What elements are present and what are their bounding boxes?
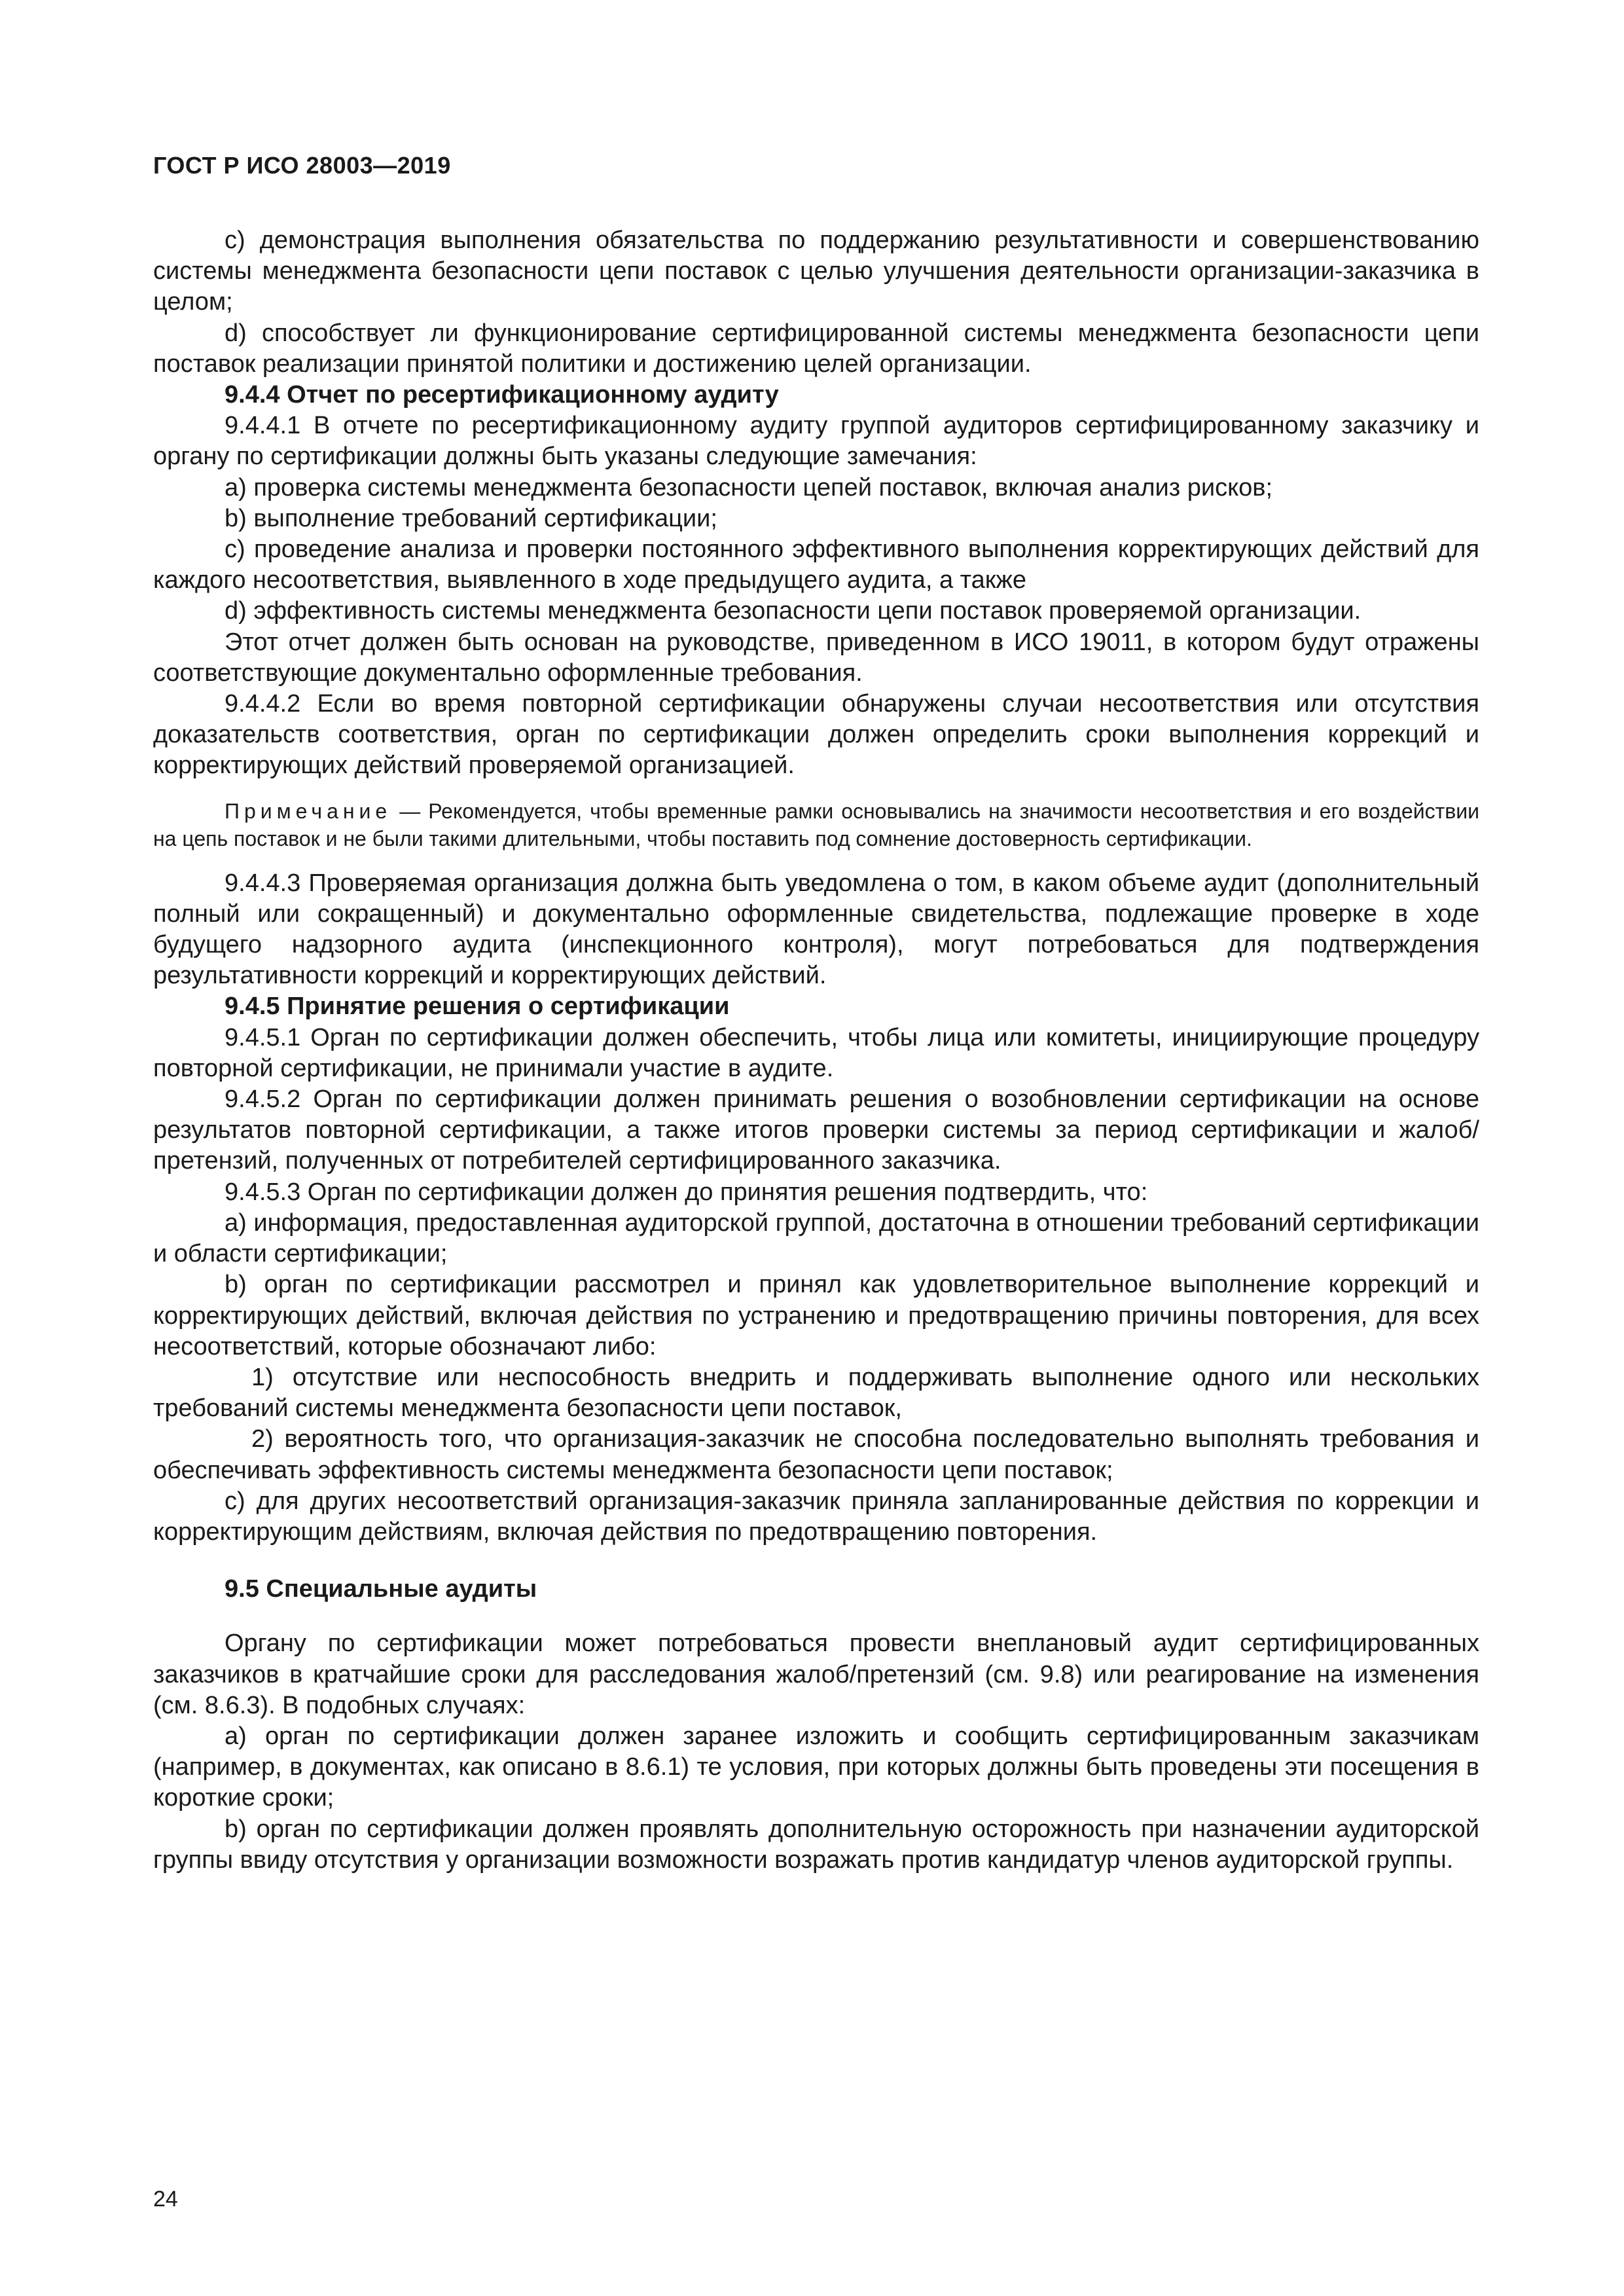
clause-9-4-5-2: 9.4.5.2 Орган по сертификации должен принимать решения о возобновлении сертификации на основе результатов повторной сертификации, а также итогов проверки системы за период сертификации и жалоб/претензий, полученных от потребителей сертифицированного заказчика. bbox=[153, 1085, 1479, 1175]
list-item-b: b) орган по сертификации должен проявлять дополнительную осторожность при назначении аудиторской группы ввиду отсутствия у организации возможности возражать против кандидатур членов аудиторской группы. bbox=[153, 1815, 1479, 1874]
paragraph: Этот отчет должен быть основан на руководстве, приведенном в ИСО 19011, в котором будут отражены соответствующие документально оформленные требования. bbox=[153, 628, 1479, 687]
standard-code-header: ГОСТ Р ИСО 28003—2019 bbox=[153, 152, 451, 179]
clause-9-4-5-1: 9.4.5.1 Орган по сертификации должен обеспечить, чтобы лица или комитеты, инициирующие процедуру повторной сертификации, не принимали участие в аудите. bbox=[153, 1023, 1479, 1082]
list-item-c: c) демонстрация выполнения обязательства по поддержанию результативности и совершенствованию системы менеджмента безопасности цепи поставок с целью улучшения деятельности организации-заказчика в целом; bbox=[153, 227, 1479, 316]
list-item-a: a) информация, предоставленная аудиторской группой, достаточна в отношении требований сертификации и области сертификации; bbox=[153, 1209, 1479, 1268]
clause-9-4-4-2: 9.4.4.2 Если во время повторной сертификации обнаружены случаи несоответствия или отсутствия доказательств соответствия, орган по сертификации должен определить сроки выполнения коррекций и корректирующих действий проверяемой организацией. bbox=[153, 690, 1479, 780]
list-item-d: d) способствует ли функционирование сертифицированной системы менеджмента безопасности цепи поставок реализации принятой политики и достижению целей организации. bbox=[153, 319, 1479, 378]
list-item-a: a) орган по сертификации должен заранее изложить и сообщить сертифицированным заказчикам (например, в документах, как описано в 8.6.1) те условия, при которых должны быть проведены эти посещения в короткие сроки; bbox=[153, 1722, 1479, 1812]
page-number: 24 bbox=[153, 2187, 178, 2212]
paragraph: Органу по сертификации может потребоваться провести внеплановый аудит сертифицированных заказчиков в кратчайшие сроки для расследования жалоб/претензий (см. 9.8) или реагирование на изменения (см. 8.6.3). В подобных случаях: bbox=[153, 1630, 1479, 1719]
section-heading-9-4-5: 9.4.5 Принятие решения о сертификации bbox=[225, 993, 730, 1021]
clause-9-4-4-3: 9.4.4.3 Проверяемая организация должна быть уведомлена о том, в каком объеме аудит (дополнительный полный или сокращенный) и документально оформленные свидетельства, подлежащие проверке в ходе будущего надзорного аудита (инспекционного контроля), могут потребоваться для подтверждения результативности коррекций и корректирующих действий. bbox=[153, 869, 1479, 990]
note-label: Примечание bbox=[225, 799, 392, 823]
note bbox=[153, 797, 1479, 852]
sub-item-2: 2) вероятность того, что организация-заказчик не способна последовательно выполнять требования и обеспечивать эффективность системы менеджмента безопасности цепи поставок; bbox=[153, 1425, 1479, 1484]
list-item-a: a) проверка системы менеджмента безопасности цепей поставок, включая анализ рисков; bbox=[225, 473, 1273, 501]
note-text: — Рекомендуется, чтобы временные рамки основывались на значимости несоответствия и его воздействии на цепь поставок и не были такими длительными, чтобы поставить под сомнение достоверность сертификации. bbox=[153, 799, 1479, 850]
list-item-c: c) для других несоответствий организация-заказчик приняла запланированные действия по коррекции и корректирующим действиям, включая действия по предотвращению повторения. bbox=[153, 1487, 1479, 1546]
clause-9-4-4-1: 9.4.4.1 В отчете по ресертификационному аудиту группой аудиторов сертифицированному заказчику и органу по сертификации должны быть указаны следующие замечания: bbox=[153, 412, 1479, 471]
list-item-d: d) эффективность системы менеджмента безопасности цепи поставок проверяемой организации. bbox=[225, 597, 1362, 625]
section-heading-9-5: 9.5 Специальные аудиты bbox=[225, 1575, 537, 1603]
sub-item-1: 1) отсутствие или неспособность внедрить и поддерживать выполнение одного или нескольких требований системы менеджмента безопасности цепи поставок, bbox=[153, 1363, 1479, 1423]
list-item-b: b) орган по сертификации рассмотрел и принял как удовлетворительное выполнение коррекций и корректирующих действий, включая действия по устранению и предотвращению причины повторения, для всех несоответствий, которые обозначают либо: bbox=[153, 1271, 1479, 1360]
section-heading-9-4-4: 9.4.4 Отчет по ресертификационному аудиту bbox=[225, 381, 779, 409]
list-item-b: b) выполнение требований сертификации; bbox=[225, 504, 717, 532]
document-body bbox=[153, 225, 1479, 1876]
list-item-c: c) проведение анализа и проверки постоянного эффективного выполнения корректирующих действий для каждого несоответствия, выявленного в ходе предыдущего аудита, а также bbox=[153, 536, 1479, 594]
clause-9-4-5-3: 9.4.5.3 Орган по сертификации должен до принятия решения подтвердить, что: bbox=[225, 1178, 1148, 1206]
